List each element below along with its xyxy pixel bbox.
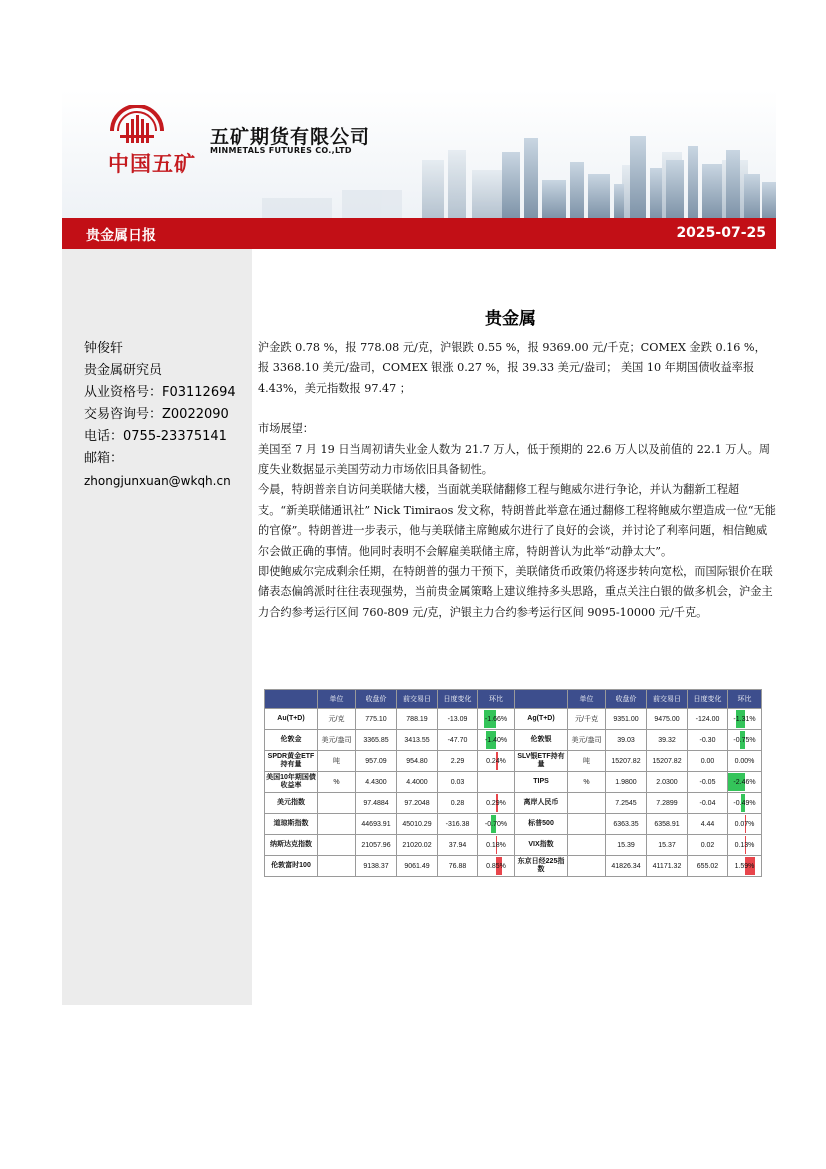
instrument-name: 美元指数: [265, 793, 318, 814]
paragraph-fed-visit: 今晨，特朗普亲自访问美联储大楼，当面就美联储翻修工程与鲍威尔进行争论，并认为翻新工程超支。“新美联储通讯社” Nick Timiraos 发文称，特朗普此举意在通过翻修工程将鲍威尔塑造成一位“无能的官僚”。特朗普进一步表示，他与美联储主席鲍威尔进行了良好的会谈，并讨论了利率问题，相信鲍威尔会做正确的事情。他同时表明不会解雇美联储主席，特朗普认为此举“动静太大”。: [258, 483, 776, 558]
prev-close-cell: 7.2899: [647, 793, 688, 814]
paragraph-jobless-claims: 美国至 7 月 19 日当周初请失业金人数为 21.7 万人，低于预期的 22.6 万人以及前值的 22.1 万人。周度失业数据显示美国劳动力市场依旧具备韧性。: [258, 442, 771, 477]
unit-cell: [568, 793, 606, 814]
table-header-row: [265, 690, 762, 709]
close-price-cell: 1.9800: [606, 772, 647, 793]
market-summary: 沪金跌 0.78 %，报 778.08 元/克，沪银跌 0.55 %，报 9369.00 元/千克；COMEX 金跌 0.16 %，报 3368.10 美元/盎司，COMEX 银涨 0.27 %，报 39.33 美元/盎司； 美国 10 年期国债收益率报 4.43%，美元指数报 97.47 ；: [258, 341, 766, 395]
prev-close-cell: 9475.00: [647, 709, 688, 730]
pct-change-cell: [728, 772, 762, 793]
close-price-cell: 15207.82: [606, 751, 647, 772]
prev-close-cell: 97.2048: [397, 793, 438, 814]
pct-change-cell: [728, 814, 762, 835]
pct-change-cell: [728, 856, 762, 877]
instrument-name: 道琼斯指数: [265, 814, 318, 835]
prev-close-cell: 788.19: [397, 709, 438, 730]
pct-change-cell: [478, 856, 515, 877]
pct-change-cell: [728, 709, 762, 730]
instrument-name: 东京日经225指数: [515, 856, 568, 877]
author-title: 贵金属研究员: [84, 363, 163, 378]
close-price-cell: 97.4884: [356, 793, 397, 814]
column-header: 单位: [568, 690, 606, 709]
unit-cell: [318, 835, 356, 856]
unit-cell: 元/千克: [568, 709, 606, 730]
column-header: 环比: [478, 690, 515, 709]
pct-change-value: 0.18%: [486, 841, 506, 849]
table-row: [265, 772, 762, 793]
column-header: 收盘价: [356, 690, 397, 709]
close-price-cell: 4.4300: [356, 772, 397, 793]
unit-cell: [318, 793, 356, 814]
table-row: [265, 835, 762, 856]
instrument-name: 标普500: [515, 814, 568, 835]
column-header: [265, 690, 318, 709]
close-price-cell: 6363.35: [606, 814, 647, 835]
pct-change-cell: [728, 835, 762, 856]
daily-change-cell: 0.02: [688, 835, 728, 856]
daily-change-cell: 37.94: [438, 835, 478, 856]
pct-change-value: -2.46%: [733, 778, 756, 786]
close-price-cell: 7.2545: [606, 793, 647, 814]
section-title: 贵金属: [485, 309, 536, 329]
pct-change-cell: [478, 772, 515, 793]
pct-change-cell: [478, 709, 515, 730]
paragraph-strategy: 即使鲍威尔完成剩余任期，在特朗普的强力干预下，美联储货币政策仍将逐步转向宽松，而国际银价在联储表态偏鸽派时往往表现强势，当前贵金属策略上建议维持多头思路，重点关注白银的做多机会，沪金主力合约参考运行区间 760-809 元/克，沪银主力合约参考运行区间 9095-10000 元/千克。: [258, 565, 773, 619]
unit-cell: [568, 814, 606, 835]
unit-cell: %: [318, 772, 356, 793]
unit-cell: [568, 856, 606, 877]
close-price-cell: 775.10: [356, 709, 397, 730]
brand-name: 中国五矿: [108, 152, 196, 176]
prev-close-cell: 3413.55: [397, 730, 438, 751]
outlook-label: 市场展望：: [258, 422, 314, 436]
pct-change-value: 0.24%: [486, 757, 506, 765]
instrument-name: SPDR黄金ETF持有量: [265, 751, 318, 772]
pct-change-cell: [478, 835, 515, 856]
unit-cell: 吨: [318, 751, 356, 772]
daily-change-cell: 2.29: [438, 751, 478, 772]
author-name: 钟俊轩: [84, 341, 124, 356]
daily-change-cell: -0.30: [688, 730, 728, 751]
report-title-bar: [62, 218, 776, 249]
table-row: [265, 814, 762, 835]
column-header: 单位: [318, 690, 356, 709]
author-qualification: 从业资格号：F03112694: [84, 385, 236, 400]
prev-close-cell: 2.0300: [647, 772, 688, 793]
pct-change-value: 0.00%: [734, 757, 755, 765]
author-phone: 电话：0755-23375141: [84, 429, 227, 444]
instrument-name: 伦敦富时100: [265, 856, 318, 877]
author-email-label: 邮箱：: [84, 451, 124, 466]
table-row: [265, 856, 762, 877]
column-header: [515, 690, 568, 709]
column-header: 收盘价: [606, 690, 647, 709]
pct-change-value: -0.70%: [484, 820, 508, 828]
unit-cell: [568, 835, 606, 856]
prev-close-cell: 45010.29: [397, 814, 438, 835]
column-header: 环比: [728, 690, 762, 709]
report-name: 贵金属日报: [86, 228, 156, 244]
column-header: 前交易日: [647, 690, 688, 709]
pct-change-cell: [728, 751, 762, 772]
pct-change-cell: [728, 793, 762, 814]
pct-change-value: -0.75%: [733, 736, 756, 744]
close-price-cell: 39.03: [606, 730, 647, 751]
instrument-name: 伦敦银: [515, 730, 568, 751]
pct-change-value: 0.07%: [734, 820, 755, 828]
instrument-name: 美国10年期国债收益率: [265, 772, 318, 793]
daily-change-cell: -47.70: [438, 730, 478, 751]
prev-close-cell: 9061.49: [397, 856, 438, 877]
prev-close-cell: 6358.91: [647, 814, 688, 835]
pct-change-value: 0.29%: [486, 799, 506, 807]
prev-close-cell: 21020.02: [397, 835, 438, 856]
pct-change-cell: [478, 793, 515, 814]
unit-cell: 吨: [568, 751, 606, 772]
close-price-cell: 3365.85: [356, 730, 397, 751]
instrument-name: 纳斯达克指数: [265, 835, 318, 856]
unit-cell: 元/克: [318, 709, 356, 730]
minmetals-logo: [104, 105, 170, 145]
pct-change-cell: [478, 730, 515, 751]
close-price-cell: 957.09: [356, 751, 397, 772]
pct-change-cell: [478, 751, 515, 772]
daily-change-cell: 76.88: [438, 856, 478, 877]
prev-close-cell: 39.32: [647, 730, 688, 751]
instrument-name: TIPS: [515, 772, 568, 793]
daily-change-cell: 0.00: [688, 751, 728, 772]
instrument-name: Au(T+D): [265, 709, 318, 730]
daily-change-cell: 655.02: [688, 856, 728, 877]
pct-change-value: 0.85%: [486, 862, 506, 870]
pct-change-cell: [728, 730, 762, 751]
author-consult-id: 交易咨询号：Z0022090: [84, 407, 229, 422]
daily-change-cell: 4.44: [688, 814, 728, 835]
table-row: [265, 730, 762, 751]
daily-change-cell: -124.00: [688, 709, 728, 730]
close-price-cell: 44693.91: [356, 814, 397, 835]
instrument-name: 离岸人民币: [515, 793, 568, 814]
author-info: [84, 338, 236, 492]
close-price-cell: 21057.96: [356, 835, 397, 856]
table-row: [265, 793, 762, 814]
column-header: 日度变化: [688, 690, 728, 709]
author-email[interactable]: zhongjunxuan@wkqh.cn: [84, 474, 231, 488]
column-header: 前交易日: [397, 690, 438, 709]
unit-cell: 美元/盎司: [318, 730, 356, 751]
prev-close-cell: 15207.82: [647, 751, 688, 772]
unit-cell: [318, 856, 356, 877]
pct-change-value: 0.13%: [734, 841, 755, 849]
unit-cell: [318, 814, 356, 835]
instrument-name: VIX指数: [515, 835, 568, 856]
pct-change-value: -0.49%: [733, 799, 756, 807]
daily-change-cell: -13.09: [438, 709, 478, 730]
unit-cell: %: [568, 772, 606, 793]
instrument-name: 伦敦金: [265, 730, 318, 751]
pct-change-value: -1.40%: [484, 736, 508, 744]
close-price-cell: 9138.37: [356, 856, 397, 877]
close-price-cell: 41826.34: [606, 856, 647, 877]
instrument-name: SLV银ETF持有量: [515, 751, 568, 772]
table-row: [265, 709, 762, 730]
table-row: [265, 751, 762, 772]
prev-close-cell: 4.4000: [397, 772, 438, 793]
close-price-cell: 9351.00: [606, 709, 647, 730]
prev-close-cell: 41171.32: [647, 856, 688, 877]
market-data-table: [264, 689, 762, 877]
instrument-name: Ag(T+D): [515, 709, 568, 730]
daily-change-cell: -0.04: [688, 793, 728, 814]
company-name: 五矿期货有限公司: [210, 126, 371, 148]
prev-close-cell: 954.80: [397, 751, 438, 772]
pct-change-value: -1.31%: [733, 715, 756, 723]
report-date: 2025-07-25: [676, 225, 766, 241]
daily-change-cell: -316.38: [438, 814, 478, 835]
daily-change-cell: 0.28: [438, 793, 478, 814]
close-price-cell: 15.39: [606, 835, 647, 856]
pct-change-cell: [478, 814, 515, 835]
daily-change-cell: 0.03: [438, 772, 478, 793]
unit-cell: 美元/盎司: [568, 730, 606, 751]
company-name-en: MINMETALS FUTURES CO.,LTD: [210, 146, 352, 155]
daily-change-cell: -0.05: [688, 772, 728, 793]
pct-change-value: -1.66%: [484, 715, 508, 723]
pct-change-value: 1.59%: [734, 862, 755, 870]
report-body: [258, 338, 776, 623]
column-header: 日度变化: [438, 690, 478, 709]
prev-close-cell: 15.37: [647, 835, 688, 856]
